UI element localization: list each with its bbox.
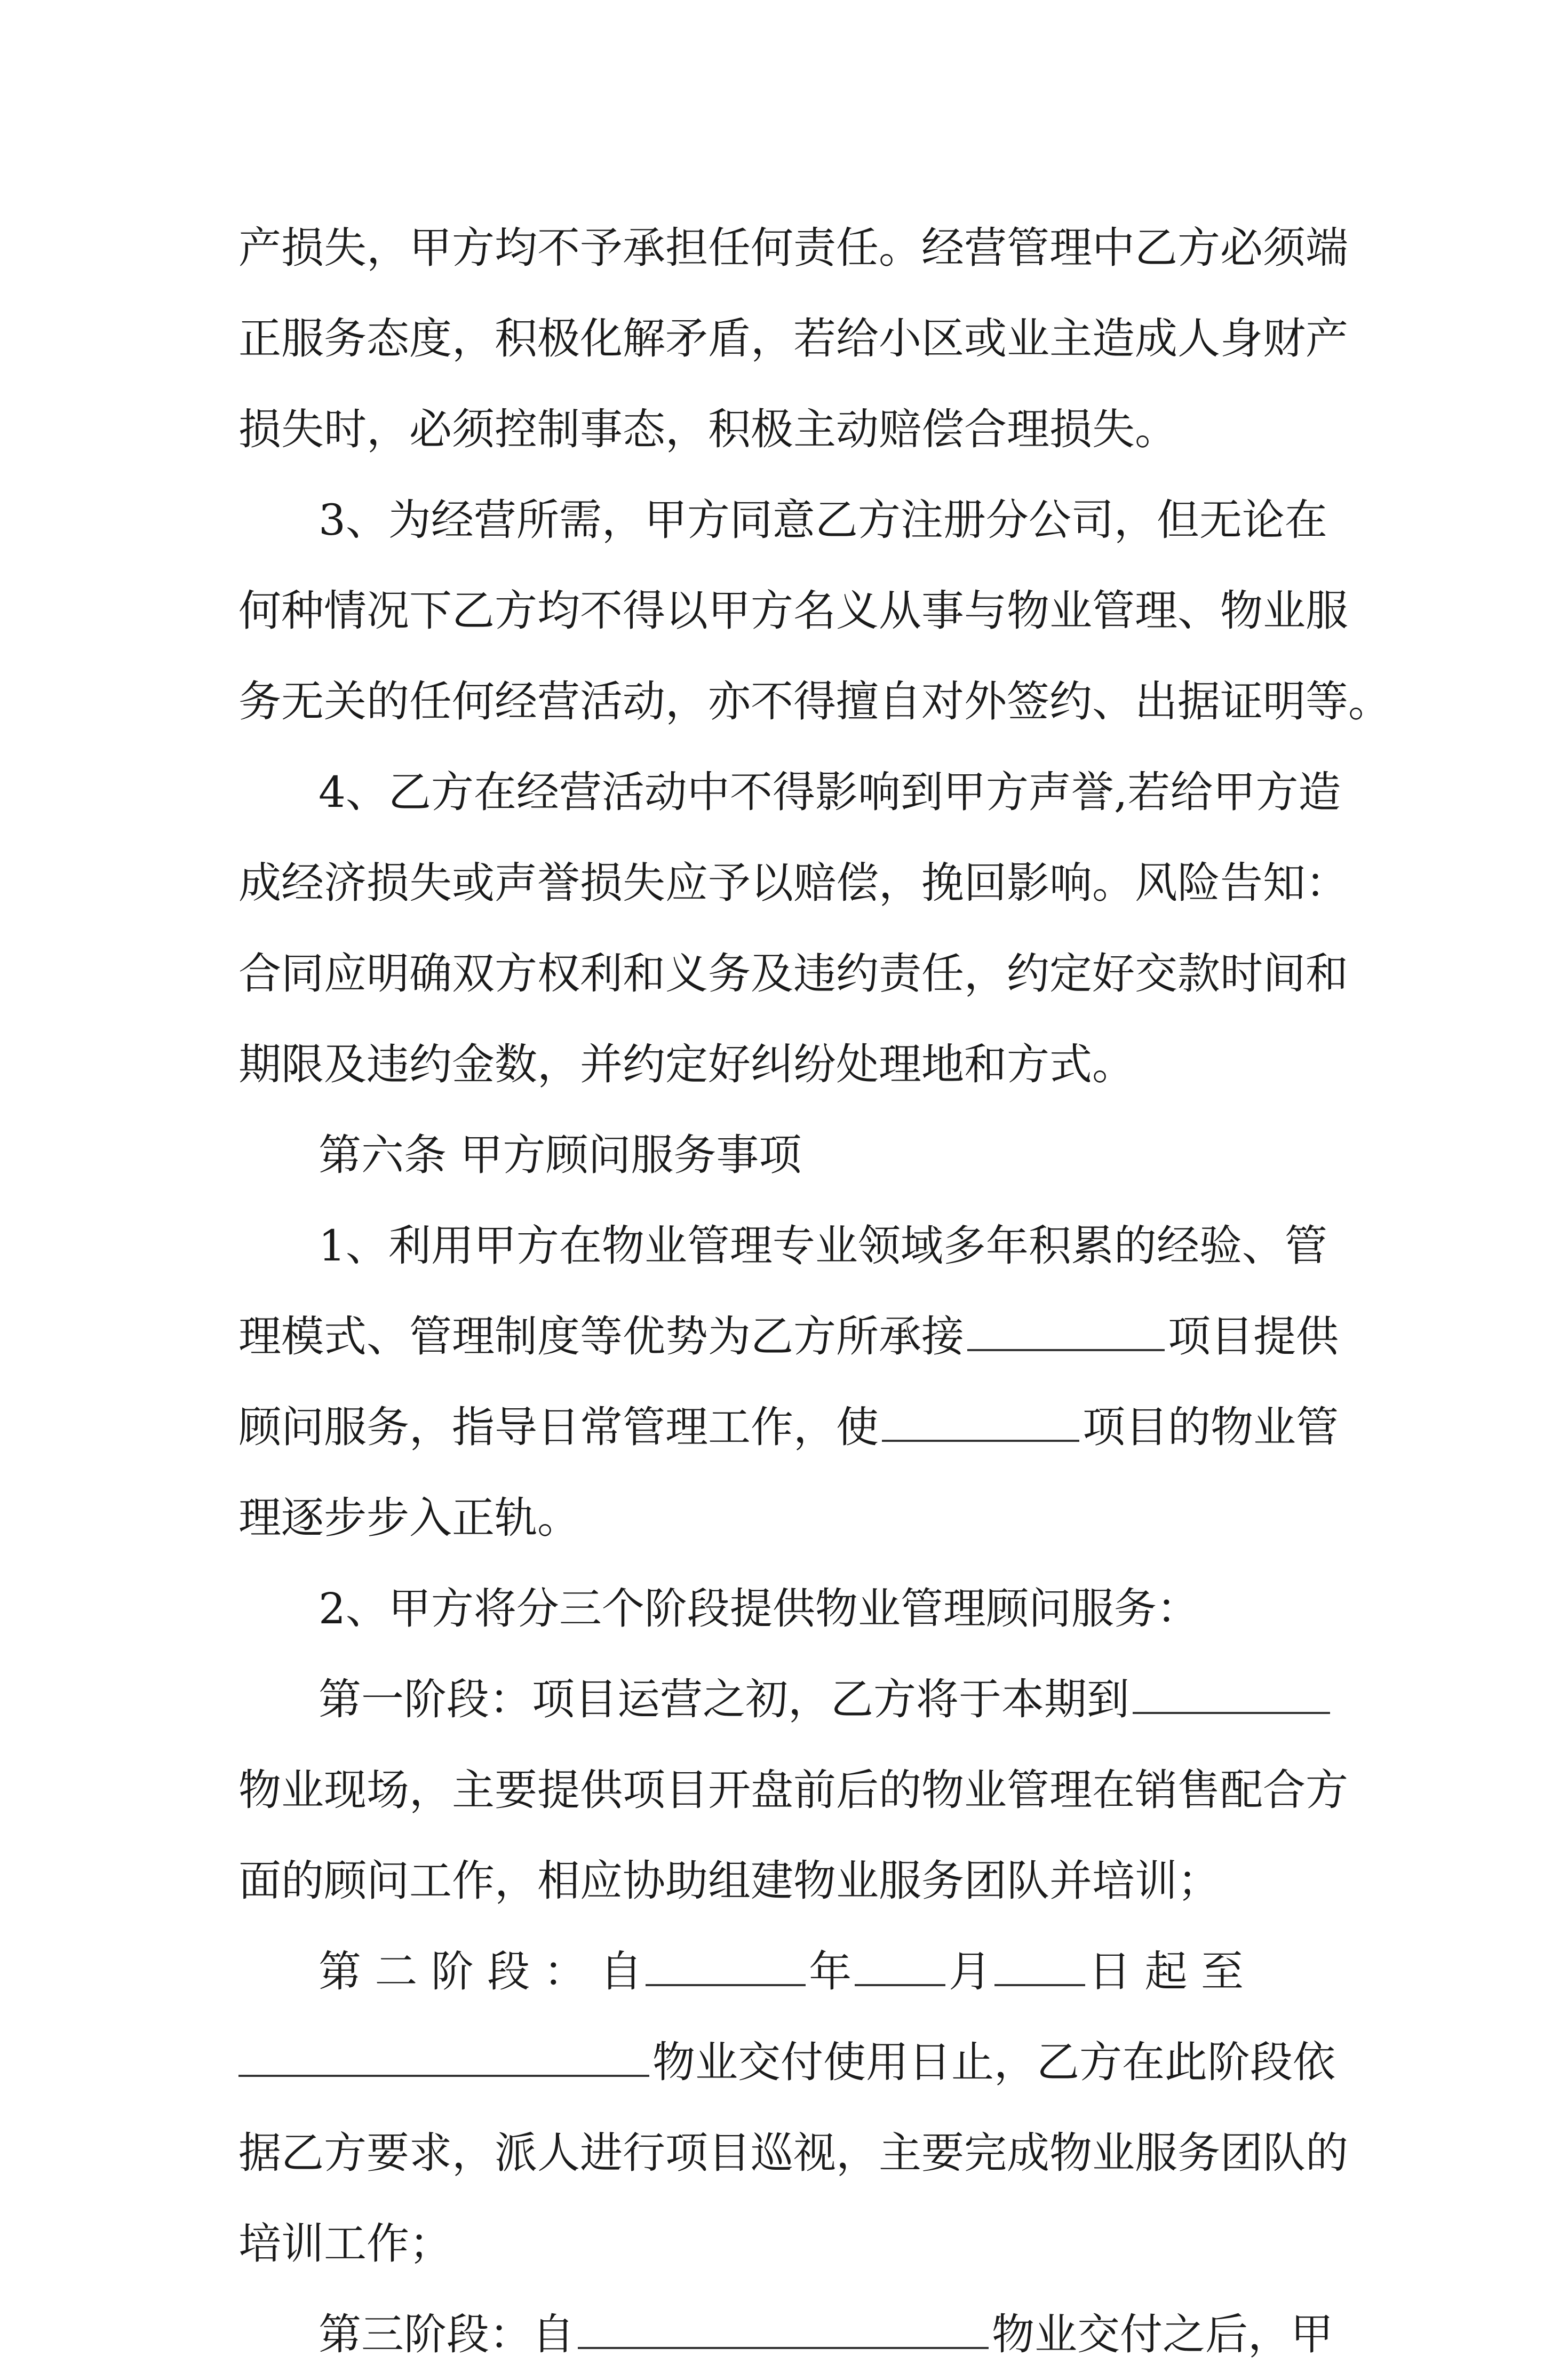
text-segment: 顾问服务，指导日常管理工作，使 [238, 1402, 879, 1452]
text-line-with-blank [238, 1291, 1339, 1382]
text-line: 何种情况下乙方均不得以甲方名义从事与物业管理、物业服 [238, 586, 1348, 636]
text-line: 面的顾问工作，相应协助组建物业服务团队并培训； [238, 1856, 1220, 1906]
text-segment: 年 [809, 1947, 852, 1996]
day-blank[interactable] [994, 1947, 1085, 1986]
text-segment: 项目的物业管 [1083, 1402, 1339, 1452]
article-6-clause-1-line: 1、利用甲方在物业管理专业领域多年积累的经验、管 [319, 1221, 1327, 1271]
text-segment: 项目提供 [1168, 1312, 1339, 1361]
clause-4-line: 4、乙方在经营活动中不得影响到甲方声誉,若给甲方造 [319, 767, 1341, 817]
phase-2-line [319, 1926, 1311, 2017]
text-segment: 月 [949, 1947, 992, 1996]
year-blank[interactable] [646, 1947, 806, 1986]
text-line: 产损失，甲方均不予承担任何责任。经营管理中乙方必须端 [238, 223, 1348, 273]
text-segment: 第一阶段：项目运营之初，乙方将于本期到 [319, 1675, 1129, 1724]
project-name-blank[interactable] [882, 1402, 1079, 1442]
text-line: 合同应明确双方权利和义务及违约责任，约定好交款时间和 [238, 949, 1348, 998]
text-line: 损失时，必须控制事态，积极主动赔偿合理损失。 [238, 404, 1177, 454]
month-blank[interactable] [855, 1947, 945, 1986]
text-segment: 理模式、管理制度等优势为乙方所承接 [238, 1312, 964, 1361]
text-line: 据乙方要求，派人进行项目巡视，主要完成物业服务团队的 [238, 2128, 1348, 2178]
text-line-with-blank [238, 1382, 1339, 1473]
phase-3-line [319, 2289, 1333, 2380]
location-blank[interactable] [1133, 1675, 1330, 1714]
text-segment: 物业交付使用日止，乙方在此阶段依 [652, 2037, 1335, 2087]
text-line: 培训工作； [238, 2219, 452, 2268]
text-segment: 第 二 阶 段 ： 自 [319, 1947, 643, 1996]
text-segment: 物业交付之后，甲 [992, 2310, 1333, 2359]
text-line: 物业现场，主要提供项目开盘前后的物业管理在销售配合方 [238, 1765, 1348, 1815]
text-segment: 第三阶段：自 [319, 2310, 575, 2359]
article-6-heading: 第六条 甲方顾问服务事项 [319, 1130, 802, 1180]
project-name-blank[interactable] [967, 1312, 1165, 1351]
project-blank[interactable] [238, 2037, 649, 2077]
text-line: 正服务态度，积极化解矛盾，若给小区或业主造成人身财产 [238, 314, 1348, 363]
text-line: 期限及违约金数，并约定好纠纷处理地和方式。 [238, 1040, 1135, 1089]
text-line: 理逐步步入正轨。 [238, 1493, 580, 1543]
text-segment: 日 起 至 [1088, 1947, 1244, 1996]
text-line: 务无关的任何经营活动，亦不得擅自对外签约、出据证明等。 [238, 677, 1391, 726]
clause-3-line: 3、为经营所需，甲方同意乙方注册分公司，但无论在 [319, 495, 1327, 545]
project-blank[interactable] [578, 2310, 989, 2349]
phase-1-line [319, 1654, 1311, 1745]
text-line-with-blank [238, 2017, 1335, 2108]
text-line: 成经济损失或声誉损失应予以赔偿，挽回影响。风险告知： [238, 858, 1348, 908]
article-6-clause-2-line: 2、甲方将分三个阶段提供物业管理顾问服务： [319, 1584, 1199, 1633]
